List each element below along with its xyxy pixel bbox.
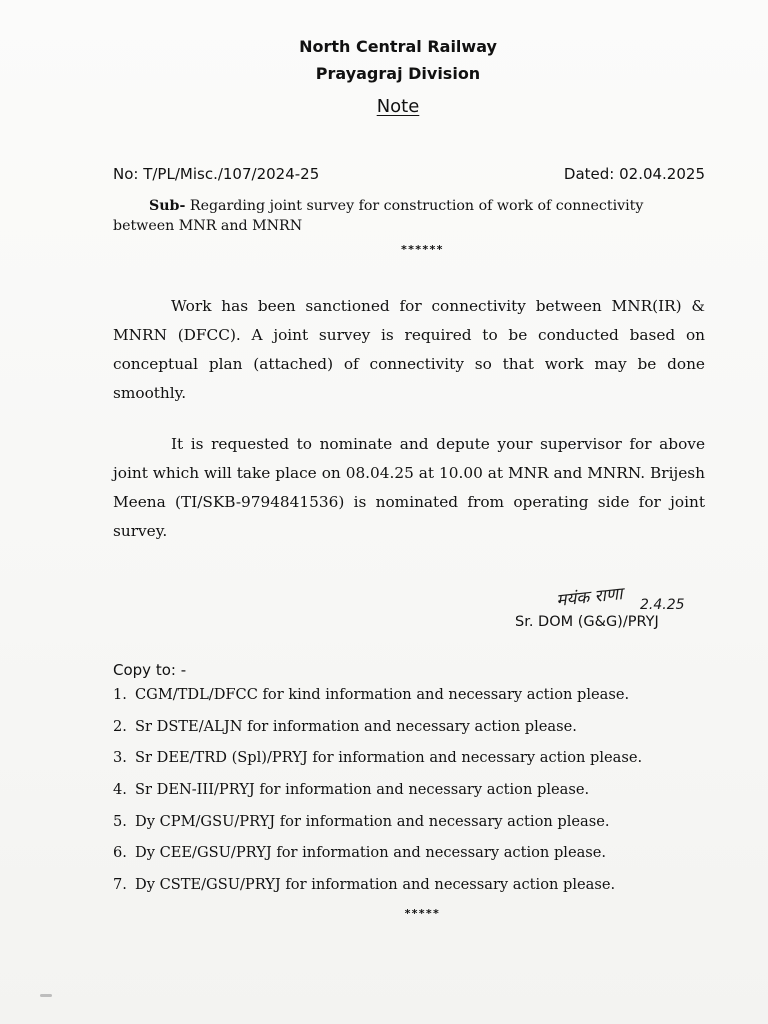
copy-to-item-number: 4. bbox=[113, 781, 127, 799]
subject-line bbox=[113, 196, 708, 236]
copy-to-item-text: Sr DEN-III/PRYJ for information and necessary action please. bbox=[135, 781, 590, 799]
copy-to-list bbox=[113, 683, 642, 905]
copy-to-item-text: CGM/TDL/DFCC for kind information and necessary action please. bbox=[135, 686, 630, 703]
signature-name: मयंक राणा bbox=[555, 584, 624, 611]
copy-to-heading: Copy to: - bbox=[113, 661, 187, 679]
separator-top: ****** bbox=[400, 243, 444, 256]
copy-to-item bbox=[113, 778, 642, 810]
copy-to-item-number: 2. bbox=[113, 717, 127, 735]
division-name: Prayagraj Division bbox=[315, 64, 481, 83]
copy-to-item-number: 7. bbox=[113, 876, 127, 894]
reference-number: No: T/PL/Misc./107/2024-25 bbox=[113, 165, 320, 183]
copy-to-item-number: 5. bbox=[113, 812, 127, 830]
body-paragraph-2 bbox=[113, 430, 705, 546]
copy-to-item bbox=[113, 873, 642, 905]
scan-edge-mark bbox=[40, 994, 52, 997]
body-paragraph-2-text: It is requested to nominate and depute your supervisor for above joint which will take place on 08.04.25 at 10.00 at MNR and MNRN. Brijesh Meena (TI/SKB-9794841536) is nominated from operating side for joint survey. bbox=[113, 435, 705, 540]
document-date: Dated: 02.04.2025 bbox=[563, 165, 705, 183]
subject-label: Sub- bbox=[149, 198, 186, 214]
subject-text: Regarding joint survey for construction of work of connectivity between MNR and MNRN bbox=[113, 198, 644, 234]
document-title-text: Note bbox=[376, 96, 420, 117]
copy-to-item bbox=[113, 683, 642, 715]
copy-to-item-text: Dy CEE/GSU/PRYJ for information and necessary action please. bbox=[135, 844, 607, 862]
handwritten-signature bbox=[554, 576, 704, 616]
body-paragraph-1-text: Work has been sanctioned for connectivity between MNR(IR) & MNRN (DFCC). A joint survey is required to be conducted based on conceptual plan (attached) of connectivity so that work may be done smoothly. bbox=[113, 297, 705, 402]
copy-to-item-number: 3. bbox=[113, 749, 127, 767]
copy-to-item bbox=[113, 841, 642, 873]
signature-date: 2.4.25 bbox=[640, 597, 685, 613]
reference-line bbox=[113, 165, 705, 183]
copy-to-item-number: 6. bbox=[113, 844, 127, 862]
document-title bbox=[14, 96, 768, 117]
copy-to-item-text: Dy CSTE/GSU/PRYJ for information and necessary action please. bbox=[135, 876, 616, 894]
separator-bottom: ***** bbox=[404, 907, 440, 920]
copy-to-item bbox=[113, 715, 642, 747]
copy-to-item-text: Sr DSTE/ALJN for information and necessary action please. bbox=[135, 717, 577, 735]
copy-to-item bbox=[113, 810, 642, 842]
signatory-designation: Sr. DOM (G&G)/PRYJ bbox=[515, 614, 659, 630]
organization-name: North Central Railway bbox=[299, 37, 497, 56]
copy-to-item-text: Sr DEE/TRD (Spl)/PRYJ for information and necessary action please. bbox=[135, 749, 643, 767]
body-paragraph-1 bbox=[113, 292, 705, 408]
copy-to-item bbox=[113, 746, 642, 778]
copy-to-item-text: Dy CPM/GSU/PRYJ for information and necessary action please. bbox=[135, 812, 610, 830]
copy-to-item-number: 1. bbox=[113, 686, 127, 703]
